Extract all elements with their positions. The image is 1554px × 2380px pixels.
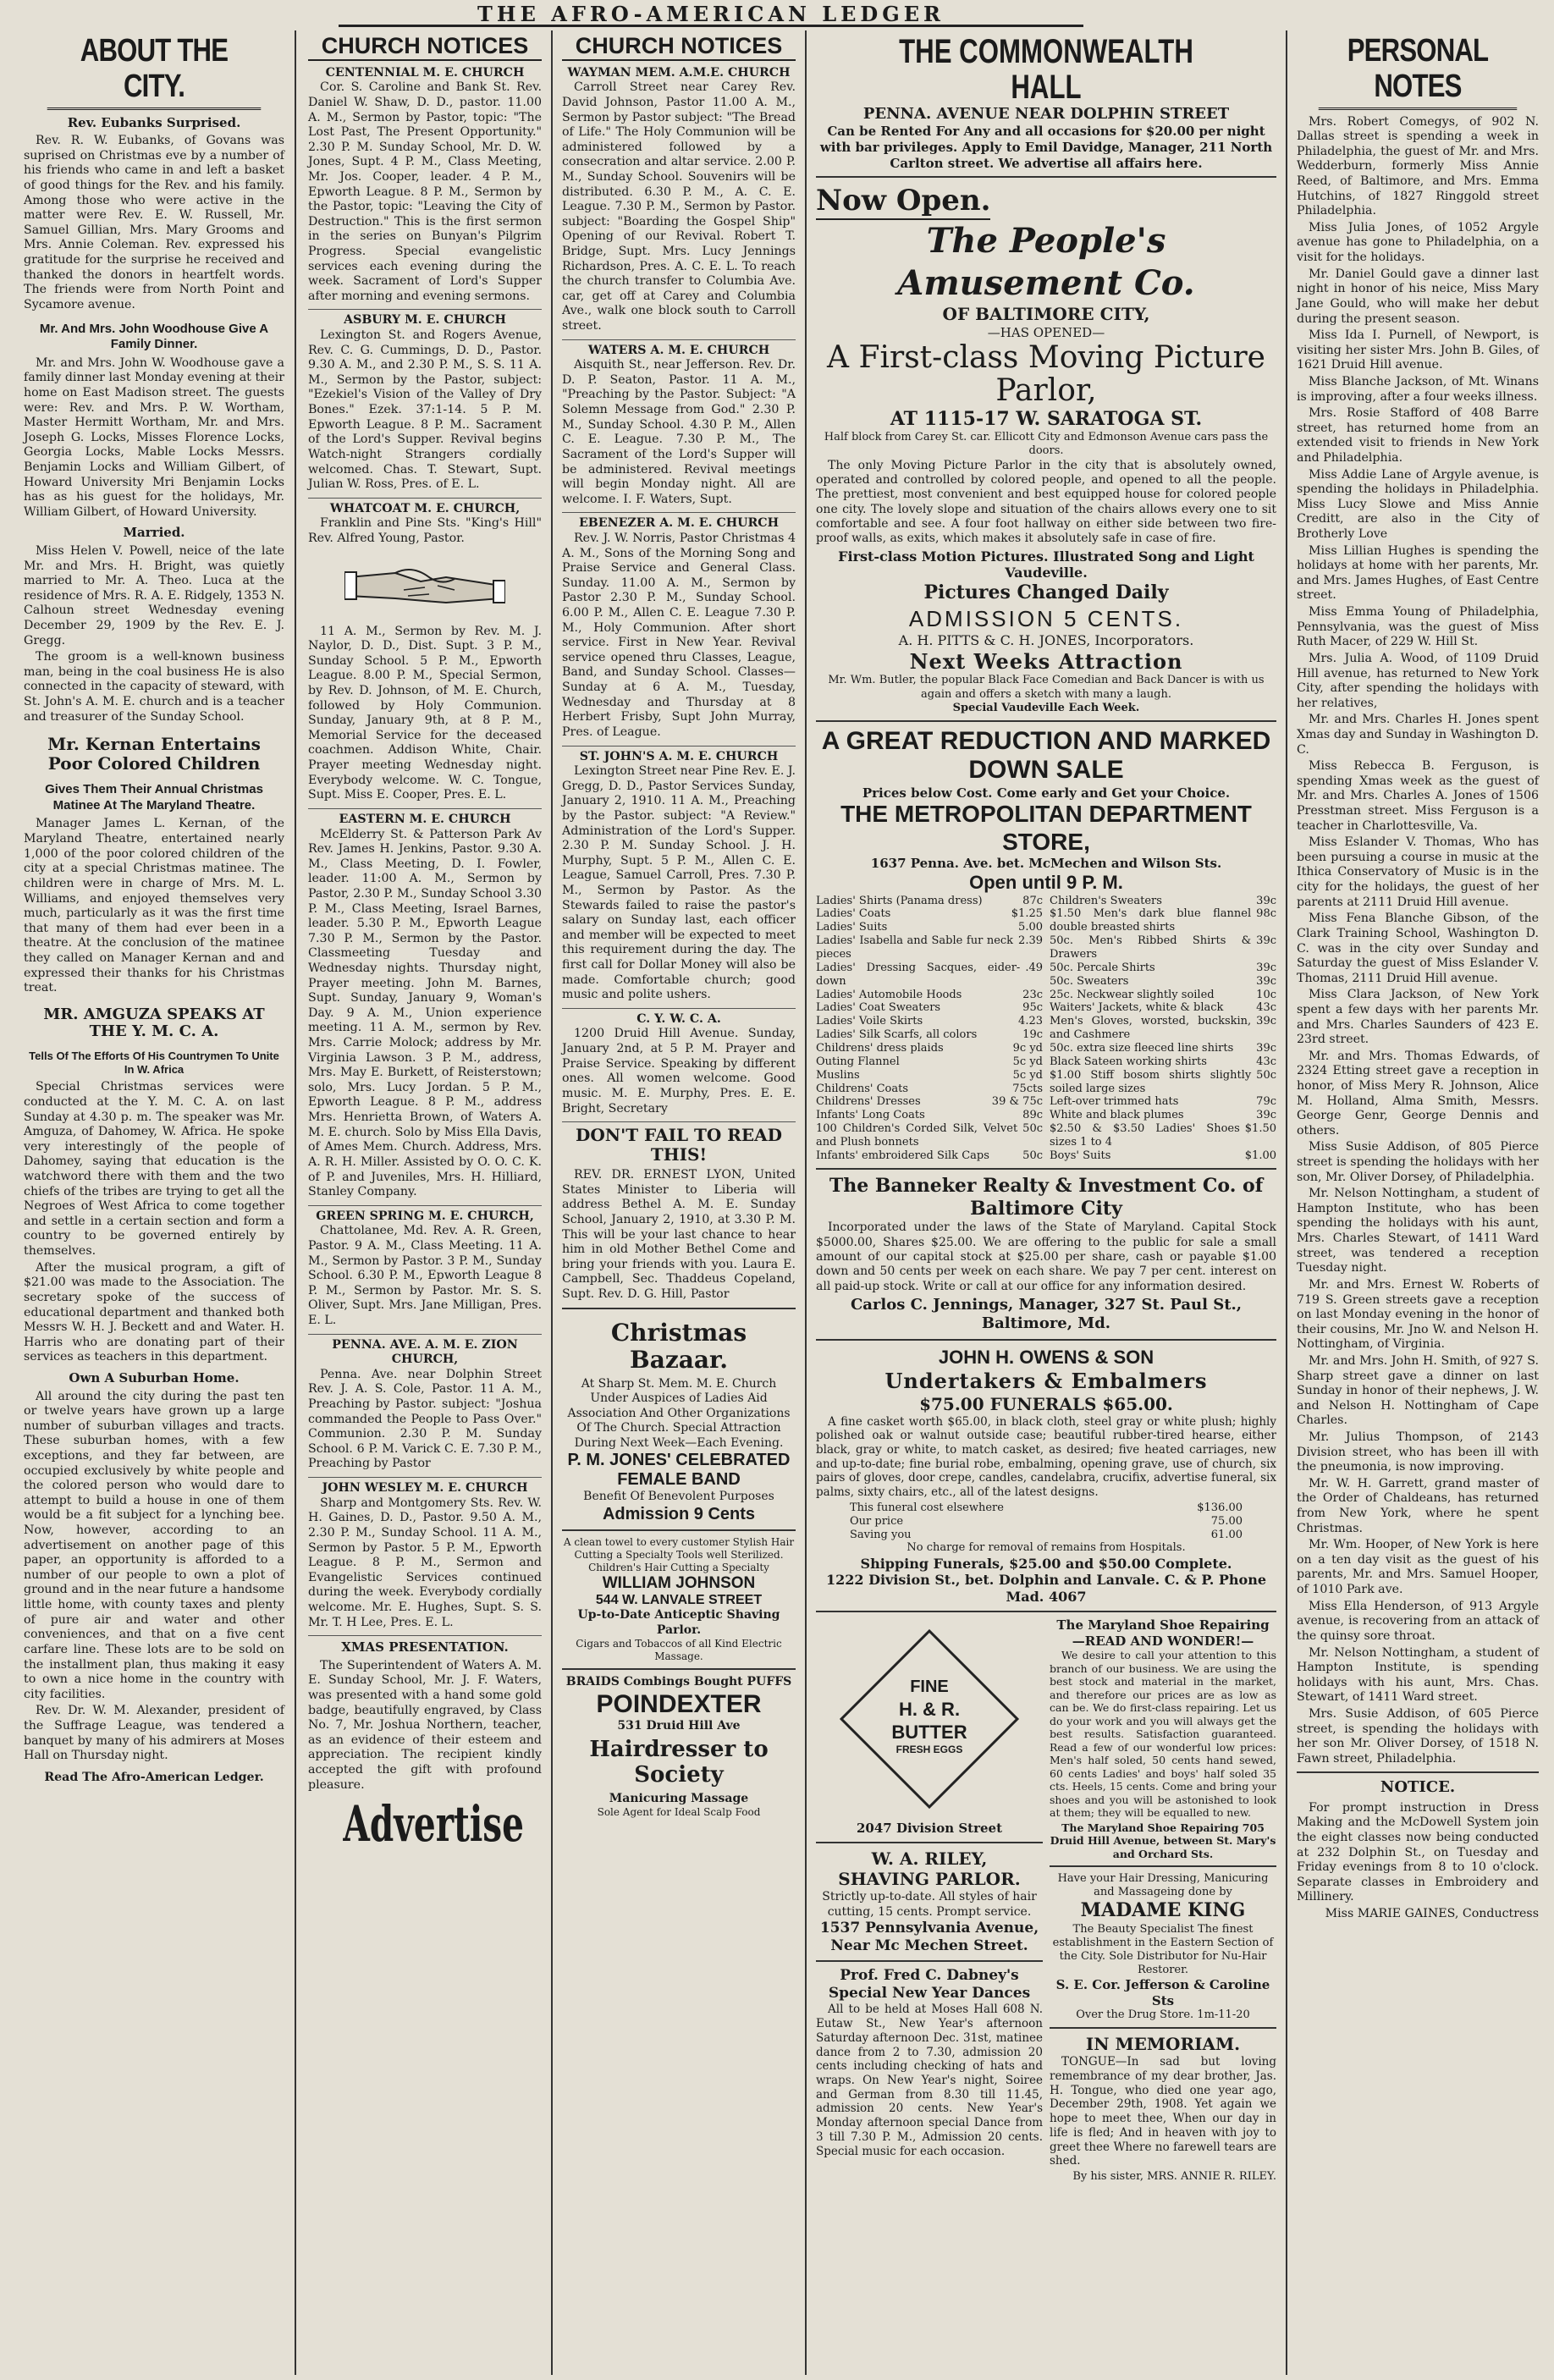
price-value: 39c	[1256, 1015, 1276, 1028]
price-row	[1050, 1149, 1276, 1163]
column-rule	[295, 30, 296, 2375]
parlor-features: First-class Motion Pictures. Illustrated Song and Light Vaudeville.	[838, 548, 1254, 581]
parlor-address: AT 1115-17 W. SARATOGA ST.	[890, 408, 1203, 431]
price-value: 39c	[1256, 974, 1276, 988]
divider	[816, 1339, 1276, 1341]
parlor-incorporators: A. H. PITTS & C. H. JONES, Incorporators.	[898, 631, 1194, 648]
memoriam-body: TONGUE—In sad but loving remembrance of my dear brother, Jas. H. Tongue, who died one year ago, December 29th, 1908. Yet again we hope to meet thee, When our day in life is fled; And in heaven with joy to greet thee Where no farewell tears are shed.	[1050, 2055, 1276, 2168]
price-item: 100 Children's Corded Silk, Velvet and Plush bonnets	[816, 1122, 1018, 1149]
price-value: 43c	[1256, 1055, 1276, 1068]
divider	[1050, 2027, 1276, 2029]
now-open-heading: Now Open.	[816, 183, 990, 220]
article-title: Mr. And Mrs. John Woodhouse Give A Family Dinner.	[39, 321, 269, 352]
price-row	[1050, 1069, 1276, 1096]
notice-body: Lexington Street near Pine Rev. E. J. Gregg, D. D., Pastor Services Sunday, January 2, 1910. 11 A. M., Preaching by the Pastor. subject: "A Review." Administration of the Lord's Supper. 2.30 P. M. Sunday School. J. H. Murphy, Supt. 5 P. M., Allen C. E. League, Samuel Carroll, Pres. 7.30 P. M., Sermon by Pastor. As the Stewards failed to raise the pastor's salary on Sunday last, each officer and member will be expected to meet this requirement during the day. The first call for Dollar Money will also be made. Comfortable church; good music and polite ushers.	[562, 764, 796, 1002]
article-title: Married.	[123, 525, 185, 541]
price-value: 10c	[1256, 988, 1276, 1001]
article-title: Mr. Kernan Entertains Poor Colored Children	[47, 734, 261, 774]
notice-heading: JOHN WESLEY M. E. CHURCH	[308, 1477, 542, 1496]
price-row	[816, 1042, 1043, 1055]
notice-heading: XMAS PRESENTATION.	[308, 1635, 542, 1656]
notice-heading: C. Y. W. C. A.	[562, 1008, 796, 1027]
price-item: Outing Flannel	[816, 1055, 900, 1068]
notice-heading: GREEN SPRING M. E. CHURCH,	[308, 1205, 542, 1225]
price-value: 23c	[1022, 988, 1043, 1001]
personal-note: Mr. W. H. Garrett, grand master of the Order of Chaldeans, has returned from New York, where he spent Christmas.	[1297, 1476, 1539, 1535]
price-item: Waiters' Jackets, white & black	[1050, 1001, 1224, 1015]
price-row	[1050, 934, 1276, 961]
hall-title: THE COMMONWEALTH HALL	[899, 33, 1193, 106]
bazaar-band: P. M. JONES' CELEBRATED FEMALE BAND	[567, 1451, 791, 1490]
price-item: Ladies' Coat Sweaters	[816, 1001, 941, 1015]
sale-prices: Prices below Cost. Come early and Get your Choice.	[862, 785, 1231, 801]
price-value: 89c	[1022, 1109, 1043, 1122]
price-value: 39c	[1256, 961, 1276, 974]
banneker-body: Incorporated under the laws of the State of Maryland. Capital Stock $5000.00, Shares $25.00. We are offering to the public for sale a small amount of our capital stock at $25.00 per share, cash or payable $1.00 down and 50 cents per week on each share. We pay 7 per cent. interest on all paid-up stock. Write or call at our office for any information desired.	[816, 1220, 1276, 1293]
article-subtitle: Gives Them Their Annual Christmas Matinee At The Maryland Theatre.	[45, 782, 263, 813]
divider	[816, 176, 1276, 178]
personal-note: Mr. Wm. Hooper, of New York is here on a ten day visit as the guest of his parents, Mr. and Mrs. Samuel Hooper, of 1010 Park ave.	[1297, 1538, 1539, 1597]
price-item: Infants' Long Coats	[816, 1109, 925, 1122]
king-footer: Over the Drug Store. 1m-11-20	[1076, 2008, 1250, 2022]
riley-title: SHAVING PARLOR.	[838, 1869, 1021, 1890]
article-body: Miss Helen V. Powell, neice of the late Mr. and Mrs. H. Bright, was quietly married to Mr. A. Theo. Luca at the residence of Mrs. R. A. E. Ridgely, 1353 N. Calhoun street Wednesday evening December 29, 1909 by the Rev. E. J. Gregg.	[24, 543, 284, 647]
footer-note: Read The Afro-American Ledger.	[44, 1770, 264, 1784]
price-row	[816, 1095, 1043, 1109]
hall-subtitle: PENNA. AVENUE NEAR DOLPHIN STREET	[862, 105, 1230, 123]
ads-grid	[816, 1617, 1276, 2184]
divider	[562, 1668, 796, 1670]
price-value: 50c	[1022, 1149, 1043, 1162]
price-row	[1050, 1055, 1276, 1069]
notice-body: Carroll Street near Carey Rev. David Johnson, Pastor 11.00 A. M., Sermon by Pastor subject: "The Bread of Life." The Holy Communion will be administered followed by a consecration and altar service. 2.00 P. M., Sunday School. Souvenirs will be distributed. 6.30 P. M., A. C. E. League. 7.30 P. M., Sermon by Pastor. subject: "Boarding the Gospel Ship" Opening of our Revival. Robert T. Bridge, Supt. Mrs. Lucy Jennings Richardson, Pres. A. C. E. L. To reach the church transfer to Columbia Ave. car, get off at Carey and Columbia Ave., walk one block south to Carroll street.	[562, 80, 796, 333]
price-value: $1.25	[1011, 907, 1043, 921]
price-item: Black Sateen working shirts	[1050, 1055, 1207, 1068]
price-row	[850, 1501, 1243, 1515]
price-row	[1050, 907, 1276, 934]
price-value: 43c	[1256, 1001, 1276, 1015]
bazaar-body: At Sharp St. Mem. M. E. Church Under Auspices of Ladies Aid Association And Other Organizations Of The Church. Special Attraction During Next Week—Each Evening.	[567, 1376, 791, 1450]
notice-body: 1200 Druid Hill Avenue. Sunday, January 2nd, at 5 P. M. Prayer and Praise Service. Speaking by different ones. All women welcome. Good music. M. E. Murphy, Pres. E. E. Bright, Secretary	[562, 1027, 796, 1116]
owens-price: $75.00 FUNERALS $65.00.	[919, 1393, 1173, 1414]
notice-heading: EBENEZER A. M. E. CHURCH	[562, 512, 796, 532]
price-value: 39c	[1256, 1109, 1276, 1122]
personal-note: Miss Clara Jackson, of New York spent a few days with her parents Mr. and Mrs. Charles Saunders of 423 E. 23rd street.	[1297, 988, 1539, 1047]
price-item: Ladies' Suits	[816, 921, 888, 934]
price-row	[816, 1109, 1043, 1122]
price-item: Ladies' Voile Skirts	[816, 1015, 923, 1028]
price-item: This funeral cost elsewhere	[850, 1501, 1004, 1514]
personal-note: Miss Ida I. Purnell, of Newport, is visiting her sister Mrs. John B. Giles, of 1621 Druid Hill avenue.	[1297, 328, 1539, 372]
price-row	[1050, 1015, 1276, 1042]
personal-note: Miss Rebecca B. Ferguson, is spending Xmas week as the guest of Mr. and Mrs. Charles A. Jones of 1506 Presstman street. Miss Ferguson is a teacher in Charlottesville, Va.	[1297, 759, 1539, 833]
personal-note: Mr. and Mrs. John H. Smith, of 927 S. Sharp street gave a dinner on last Sunday in honor of their nephews, J. W. and Nelson H. Nottingham of Cape Charles.	[1297, 1353, 1539, 1428]
price-item: 50c. Sweaters	[1050, 974, 1129, 988]
personal-notes-list	[1297, 115, 1539, 1767]
king-name: MADAME KING	[1080, 1899, 1246, 1922]
masthead: THE AFRO-AMERICAN LEDGER	[339, 2, 1083, 27]
price-row	[1050, 895, 1276, 908]
price-value: $1.00	[1244, 1149, 1276, 1162]
butter-ad	[836, 1626, 1022, 1812]
article-body: Rev. R. W. Eubanks, of Govans was suprised on Christmas eve by a number of his friends who came in and left a basket of good things for the Rev. and his family. Among those who were active in the matter were Rev. E. W. Russell, Mr. Samuel Gillian, Mrs. Mary Grooms and Mrs. Annie Coleman. Rev. expressed his gratitude for the surprise he received and thanked the donors in heartfelt words. The friends were from North Point and Sycamore avenue.	[24, 134, 284, 311]
king-address: S. E. Cor. Jefferson & Caroline Sts	[1055, 1977, 1270, 2008]
butter-line: FRESH EGGS	[895, 1744, 963, 1756]
section-heading: PERSONAL NOTES	[1319, 34, 1518, 110]
price-item: Men's Gloves, worsted, buckskin, and Cashmere	[1050, 1015, 1252, 1042]
notice-title: NOTICE.	[1380, 1778, 1456, 1797]
price-item: $1.00 Stiff bosom shirts slightly soiled large sizes	[1050, 1068, 1252, 1095]
article-body: All around the city during the past ten or twelve years have grown up a large number of suburban villages and tracts. These suburban homes, with a few exceptions, and they far between, are occupied exclusively by white people and the colored person who would dare to attempt to build a house in one of them would be a fit subject for a lynching bee. Now, however, according to an advertisement on another page of this paper, an opportunity is afforded to a number of our people to own a plot of ground and in the near future a handsome little home, with county taxes and plenty of pure air and water and other conveniences, and that on a five cent carfare line. These lots are to be sold on the installment plan, thus making it easy to own a nice home in the country with city facilities.	[24, 1389, 284, 1701]
price-row	[816, 1028, 1043, 1042]
price-row	[816, 921, 1043, 934]
price-item: Muslins	[816, 1068, 860, 1082]
personal-note: Miss Susie Addison, of 805 Pierce street is spending the holidays with her son, Mr. Oliver Dorsey, of Philadelphia.	[1297, 1140, 1539, 1184]
price-row	[1050, 1122, 1276, 1149]
dabney-title: Prof. Fred C. Dabney's Special New Year Dances	[828, 1967, 1031, 2003]
store-name: THE METROPOLITAN DEPARTMENT STORE,	[840, 801, 1252, 855]
store-hours: Open until 9 P. M.	[969, 872, 1123, 894]
hall-body: Can be Rented For Any and all occasions for $20.00 per night with bar privileges. Apply to Emil Davidge, Manager, 211 North Carlton street. We advertise all affairs here.	[819, 124, 1273, 171]
owens-subtitle: Undertakers & Embalmers	[884, 1368, 1208, 1393]
price-item: Childrens' Coats	[816, 1082, 909, 1095]
memoriam-title: IN MEMORIAM.	[1085, 2034, 1241, 2055]
price-item: Boys' Suits	[1050, 1149, 1111, 1162]
column-personal-notes	[1288, 30, 1547, 2373]
price-value: 75.00	[1210, 1514, 1243, 1528]
notice-heading: PENNA. AVE. A. M. E. ZION CHURCH,	[308, 1334, 542, 1368]
price-item: Ladies' Automobile Hoods	[816, 988, 962, 1001]
personal-note: Mr. and Mrs. Thomas Edwards, of 2324 Etting street gave a reception in honor, of Miss Mery R. Johnson, Alice M. Holland, Alma Smith, Messrs. George Genr, George Dennis and others.	[1297, 1049, 1539, 1138]
price-row	[816, 1015, 1043, 1028]
divider	[816, 1960, 1043, 1962]
shoe-title: The Maryland Shoe Repairing —READ AND WONDER!—	[1056, 1617, 1270, 1649]
parlor-admission: ADMISSION 5 CENTS.	[908, 605, 1184, 631]
salon-name: POINDEXTER	[596, 1689, 762, 1718]
price-value: 50c	[1256, 1068, 1276, 1082]
price-value: 95c	[1022, 1001, 1043, 1015]
price-list-left	[816, 895, 1043, 1163]
price-item: 50c. Men's Ribbed Shirts & Drawers	[1050, 934, 1252, 961]
notice-body: Rev. J. W. Norris, Pastor Christmas 4 A. M., Sons of the Morning Song and Praise Service and General Class. Sunday. 11.00 A. M., Sermon by Pastor 2.30 P. M., Sunday School. 6.00 P. M., Allen C. E. League 7.30 P. M., Holy Communion. After short service. First in New Year. Revival service opened thru Classes, League, Band, and Sunday School. Classes—Sunday at 6 A. M., Tuesday, Wednesday and Thursday at 8 Herbert Frisby, Supt John Murray, Pres. of League.	[562, 531, 796, 739]
personal-note: Miss Addie Lane of Argyle avenue, is spending the holidays in Philadelphia. Miss Lucy Slowe and Miss Annie Creditt, are also in the City of Brotherly Love	[1297, 467, 1539, 542]
parlor-changed: Pictures Changed Daily	[923, 581, 1169, 604]
price-item: Saving you	[850, 1528, 912, 1541]
personal-note: Mrs. Robert Comegys, of 902 N. Dallas street is spending a week in Philadelphia, the guest of Mr. and Mrs. Wedderburn, formerly Miss Annie Reed, of Baltimore, and Mrs. Emma Hutchins, of 1827 Ringgold street Philadelphia.	[1297, 114, 1539, 218]
personal-note: Mr. and Mrs. Ernest W. Roberts of 719 S. Green streets gave a reception on last Monday evening in the honor of their cousins, Mr. Jno W. and Nelson H. Nottingham, of Virginia.	[1297, 1277, 1539, 1352]
notice-heading: EASTERN M. E. CHURCH	[308, 808, 542, 828]
divider	[562, 1308, 796, 1309]
price-item: Ladies' Dressing Sacques, eider-down	[816, 961, 1021, 988]
notice-body: McElderry St. & Patterson Park Av Rev. James H. Jenkins, Pastor. 9.30 A. M., Class Meeting, D. I. Fowler, leader. 11:00 A. M., Sermon by Pastor, 2.30 P. M., Sunday School 3.30 P. M., Class Meeting, Israel Barnes, leader. 5.30 P. M., Epworth League 7.30 P. M., Sermon by the Pastor. Classmeeting Tuesday and Wednesday nights. Thursday night, Prayer meeting. John M. Barnes, Supt. Sunday, January 9, Woman's Day. 9 A. M., Union experience meeting. 11 A. M., sermon by Rev. Mrs. Carrie Molock; address by Mr. Virginia Lawson. 3 P. M., address, Mrs. May E. Burkett, of Reisterstown; solo, Mrs. Lucy Jordan. 5 P. M., Epworth League. 8 P. M., address Mrs. Henrietta Brown, of Waters A. M. E. church. Solo by Miss Ella Davis, of Ames Mem. Church. Address, Mrs. A. R. H. Miller. Assisted by O. O. C. K. of P. and Juveniles, Mrs. H. Hilliard, Stanley Company.	[308, 827, 542, 1199]
notice-heading: CENTENNIAL M. E. CHURCH	[325, 65, 525, 80]
parlor-next-week: Next Weeks Attraction	[909, 648, 1183, 674]
owens-note: No charge for removal of remains from Hospitals.	[906, 1541, 1186, 1555]
bazaar-admission: Admission 9 Cents	[602, 1504, 756, 1523]
price-value: 4.23	[1018, 1015, 1043, 1028]
price-item: Ladies' Coats	[816, 907, 891, 921]
bazaar-benefit: Benefit Of Benevolent Purposes	[583, 1490, 774, 1504]
column-church-notices-2	[554, 30, 804, 2373]
price-item: Ladies' Silk Scarfs, all colors	[816, 1028, 978, 1042]
column-church-notices-1	[300, 30, 550, 2373]
price-item: 50c. extra size fleeced line shirts	[1050, 1042, 1234, 1055]
riley-name: W. A. RILEY,	[871, 1848, 988, 1869]
personal-note: Mrs. Susie Addison, of 605 Pierce street, is spending the holidays with her son Mr. Oliver Dorsey, of 1518 N. Fawn street, Philadelphia.	[1297, 1706, 1539, 1766]
price-item: 50c. Percale Shirts	[1050, 961, 1155, 974]
article-title: Own A Suburban Home.	[69, 1369, 240, 1386]
section-heading: ABOUT THE CITY.	[47, 34, 262, 110]
divider	[816, 720, 1276, 722]
price-item: Childrens' Dresses	[816, 1095, 921, 1109]
handshake-illustration	[344, 552, 505, 620]
king-body: The Beauty Specialist The finest establishment in the Eastern Section of the City. Sole Distributor for Nu-Hair Restorer.	[1052, 1922, 1274, 1977]
divider	[816, 1611, 1276, 1612]
price-row	[1050, 975, 1276, 989]
article-body: The groom is a well-known business man, being in the coal business He is also connected in the capacity of steward, with St. John's A. M. E. church and is a teacher and treasurer of the Sunday School.	[24, 650, 284, 724]
price-item: Our price	[850, 1514, 904, 1528]
notice-body: REV. DR. ERNEST LYON, United States Minister to Liberia will address Bethel A. M. E. Sunday School, January 2, 1910, at 3.30 P. M. This will be your last chance to hear him in old Mother Bethel Come and bring your friends with you. Laura E. Campbell, Sec. Thaddeus Copeland, Supt. Rev. D. G. Hill, Pastor	[562, 1168, 796, 1301]
price-row	[816, 907, 1043, 921]
price-list	[816, 895, 1276, 1163]
price-value: 75cts	[1012, 1082, 1043, 1095]
parlor-special: Special Vaudeville Each Week.	[952, 701, 1140, 714]
divider	[562, 1529, 796, 1531]
section-heading: CHURCH NOTICES	[308, 34, 542, 61]
notice-heading: ST. JOHN'S A. M. E. CHURCH	[562, 746, 796, 765]
notice-body: The Superintendent of Waters A. M. E. Sunday School, Mr. J. F. Waters, was presented with a hand some gold badge, beautifully engraved, by Class No. 7, Mr. Joshua Northern, teacher, as an evidence of their esteem and appreciation. The recipient kindly accepted the gift with profound pleasure.	[308, 1658, 542, 1792]
article-body: Manager James L. Kernan, of the Maryland Theatre, entertained nearly 1,000 of the poor colored children of the city at a special Christmas matinee. The children were in charge of Mrs. M. L. Williams, and enjoyed themselves very much, particularly as it was the first time that many of them had ever been in a theatre. At the conclusion of the matinee they called on Manager Kernan and and expressed their thanks for his Christmas treat.	[24, 817, 284, 995]
price-value: 50c	[1022, 1122, 1043, 1136]
personal-note: Mrs. Rosie Stafford of 408 Barre street, has returned home from an extended visit to friends in New York and Philadelphia.	[1297, 406, 1539, 465]
price-item: Ladies' Isabella and Sable fur neck pieces	[816, 934, 1014, 961]
column-about-the-city	[15, 30, 293, 2373]
price-row	[816, 1083, 1043, 1096]
price-item: Left-over trimmed hats	[1050, 1095, 1179, 1109]
price-value: 39c	[1256, 934, 1276, 948]
salon-address: 531 Druid Hill Ave	[617, 1719, 741, 1733]
notice-heading: DON'T FAIL TO READ THIS!	[562, 1121, 796, 1165]
personal-note: Mrs. Julia A. Wood, of 1109 Druid Hill avenue, has returned to New York City, after spending the holidays with her relatives,	[1297, 651, 1539, 710]
advertise-banner: Advertise	[343, 1795, 524, 1854]
price-value: $136.00	[1197, 1501, 1243, 1514]
salon-intro: BRAIDS Combings Bought PUFFS	[565, 1675, 792, 1689]
notice-body: Penna. Ave. near Dolphin Street Rev. J. A. S. Cole, Pastor. 11 A. M., Preaching by Pastor. subject: "Joshua commanded the People to Pass Over." Communion. 2.30 P. M. Sunday School. 6 P. M. Varick C. E. 7.30 P. M., Preaching by Pastor	[308, 1367, 542, 1471]
personal-note: Miss Ella Henderson, of 913 Argyle avenue, is recovering from an attack of the quinsy sore throat.	[1297, 1599, 1539, 1643]
notice-body: Lexington St. and Rogers Avenue, Rev. C. G. Cummings, D. D., Pastor. 9.30 A. M., and 2.30 P. M., S. S. 11 A. M., Sermon by the Pastor, subject: "Ezekiel's Vision of the Valley of Dry Bones." Ezek. 37:1-14. 5 P. M. Epworth League. 8 P. M.. Sacrament of the Lord's Supper. Revival begins Watch-night Strangers cordially welcomed. Chas. T. Stewart, Supt. Julian W. Ross, Pres. of E. L.	[308, 328, 542, 492]
price-value: 79c	[1256, 1095, 1276, 1109]
barber-name: WILLIAM JOHNSON	[602, 1573, 756, 1592]
price-item: $2.50 & $3.50 Ladies' Shoes sizes 1 to 4	[1050, 1122, 1240, 1149]
parlor-butler: Mr. Wm. Butler, the popular Black Face Comedian and Back Dancer is with us again and offers a sketch with many a laugh.	[828, 674, 1265, 701]
notice-heading: WHATCOAT M. E. CHURCH,	[308, 498, 542, 517]
article-body: Mr. and Mrs. John W. Woodhouse gave a family dinner last Monday evening at their home on East Madison street. The guests were: Rev. and Mrs. P. W. Wortham, Master Hermitt Wortham, Mr. and Mrs. Joseph G. Locks, Misses Florence Locks, Georgia Locks, Mable Locks Messrs. Benjamin Locks and William Gilbert, of Howard University Mri Benjamin Locks has as his guest for the holidays, Mr. William Gilbert, of Howard University.	[24, 355, 284, 519]
article-body: Special Christmas services were conducted at the Y. M. C. A. on last Sunday at 4.30 p. m. The speaker was Mr. Amguza, of Dahomey, W. Africa. He spoke very interestingly of the people of Dahomey, saying that education is the watchword there with them and the two chiefs of the tribes are trying to get all the Negroes of West Africa to come together and settle in a certain section and form a country to be governed entirely by themselves.	[24, 1080, 284, 1259]
butter-line: BUTTER	[891, 1722, 967, 1744]
price-row	[816, 1001, 1043, 1015]
price-row	[1050, 961, 1276, 975]
price-value: 19c	[1022, 1028, 1043, 1042]
article-body: After the musical program, a gift of $21.00 was made to the Association. The secretary spoke of the success of educational department and thanked both Messrs W. H. J. Beckett and and Water. H. Harris who are donating part of their services as teachers in this department.	[24, 1260, 284, 1364]
price-row	[1050, 1001, 1276, 1015]
price-value: 39 & 75c	[991, 1095, 1043, 1109]
price-row	[1050, 989, 1276, 1002]
shoe-body: We desire to call your attention to this branch of our business. We are using the best stock and material in the market, and therefore our prices are as low as can be. We do first-class repairing. Let us do your work and you will always get the best results. Satisfaction guaranteed. Read a few of our wonderful low prices: Men's half soled, 50 cents hand sewed, 60 cents Ladies' and boys' half soled 35 cts. Heels, 15 cents. Come and bring your shoes and you will be astonished to look at them; they will be equalled to new.	[1050, 1649, 1276, 1820]
price-value: 9c yd	[1012, 1042, 1043, 1055]
banneker-title: The Banneker Realty & Investment Co. of Baltimore City	[829, 1174, 1264, 1220]
article-subtitle: Tells Of The Efforts Of His Countrymen To Unite In W. Africa	[29, 1050, 279, 1077]
picture-parlor-title: A First-class Moving Picture Parlor,	[827, 339, 1265, 409]
price-row	[816, 989, 1043, 1002]
owens-body: A fine casket worth $65.00, in black cloth, steel gray or white plush; highly polished oak or walnut outside case; beautiful rubber-tired hearse, either black, gray or white, to match casket, as desired; five heated carriages, new and up-to-date; fine burial robe, embalming, opening grave, use of church, six pairs of gloves, door crepe, candles, candelabra, crucifix, advertise funeral, six palms, sixty chairs, etc., all of the latest designs.	[816, 1414, 1276, 1500]
divider	[1297, 1771, 1539, 1773]
price-row	[816, 895, 1043, 908]
barber-intro: A clean towel to every customer Stylish Hair Cutting a Specialty Tools well Sterilized. Children's Hair Cutting a Specialty	[563, 1535, 795, 1573]
divider	[1050, 1865, 1276, 1867]
personal-note: Miss Emma Young of Philadelphia, Pennsylvania, was the guest of Miss Ruth Macer, of 229 W. Hill St.	[1297, 605, 1539, 649]
price-row	[816, 1149, 1043, 1163]
notice-heading: WATERS A. M. E. CHURCH	[562, 339, 796, 359]
ads-left	[816, 1617, 1043, 2184]
memoriam-signature: By his sister, MRS. ANNIE R. RILEY.	[1072, 2170, 1276, 2184]
price-item: 25c. Neckwear slightly soiled	[1050, 988, 1215, 1001]
notice-body: Cor. S. Caroline and Bank St. Rev. Daniel W. Shaw, D. D., pastor. 11.00 A. M., Sermon by Pastor, topic: "The Lost Past, The Present Opportunity." 2.30 P. M. Sunday School, Mr. D. W. Jones, Supt. 4 P. M., Class Meeting, Mr. Jos. Cooper, leader. 4 P. M., Epworth League. 8 P. M., Sermon by the Pastor, topic: "Leaving the City of Destruction." This is the first sermon in the series on Bunyan's Pilgrim Progress. Special evangelistic services each evening during the week. Sacrament of Lord's Supper after morning and evening sermons.	[308, 80, 542, 303]
personal-note: Miss Eslander V. Thomas, Who has been pursuing a course in music at the Ithica Conservatory of Music is in the city for the holidays, the guest of her parents at 2111 Druid Hill avenue.	[1297, 835, 1539, 909]
section-heading: CHURCH NOTICES	[562, 34, 796, 61]
article-title: MR. AMGUZA SPEAKS AT THE Y. M. C. A.	[43, 1005, 265, 1041]
notice-body: For prompt instruction in Dress Making and the McDowell System join the eight classes now being conducted at 232 Dolphin St., on Tuesday and Friday evenings from 8 to 10 o'clock. Separate classes in Embroidery and Millinery.	[1297, 1800, 1539, 1904]
column-rule	[551, 30, 553, 2375]
barber-tagline: Up-to-Date Anticeptic Shaving Parlor.	[577, 1608, 780, 1637]
price-value: 39c	[1256, 1042, 1276, 1055]
price-item: Ladies' Shirts (Panama dress)	[816, 894, 983, 907]
notice-signature: Miss MARIE GAINES, Conductress	[1325, 1906, 1539, 1920]
butter-line: FINE	[910, 1678, 949, 1697]
price-row	[816, 961, 1043, 989]
price-value: 87c	[1022, 894, 1043, 907]
salon-services: Manicuring Massage	[609, 1791, 749, 1805]
price-value: 39c	[1256, 894, 1276, 907]
price-row	[816, 1122, 1043, 1149]
bazaar-title: Christmas Bazaar.	[610, 1318, 747, 1374]
price-value: 5.00	[1018, 921, 1043, 934]
barber-footer: Cigars and Tobaccos of all Kind Electric Massage.	[576, 1638, 782, 1663]
riley-address: 1537 Pennsylvania Avenue, Near Mc Mechen Street.	[819, 1919, 1039, 1955]
barber-address: 544 W. LANVALE STREET	[595, 1592, 763, 1607]
price-row	[816, 934, 1043, 961]
price-row	[850, 1515, 1243, 1529]
price-item: $1.50 Men's dark blue flannel double breasted shirts	[1050, 907, 1252, 934]
has-opened: —HAS OPENED—	[987, 325, 1105, 341]
king-intro: Have your Hair Dressing, Manicuring and Massageing done by	[1057, 1872, 1269, 1899]
divider	[816, 1168, 1276, 1170]
price-value: .49	[1025, 961, 1043, 974]
owens-title: JOHN H. OWENS & SON	[938, 1346, 1154, 1368]
price-item: Children's Sweaters	[1050, 894, 1162, 907]
butter-line: H. & R.	[898, 1698, 961, 1720]
notice-body: Franklin and Pine Sts. "King's Hill" Rev. Alfred Young, Pastor.	[308, 516, 542, 545]
price-list-right	[1050, 895, 1276, 1163]
price-item: White and black plumes	[1050, 1109, 1184, 1122]
article-body: Rev. Dr. W. M. Alexander, president of the Suffrage League, was tendered a banquet by many of his admirers at Moses Hall on Thursday night.	[24, 1704, 284, 1763]
owens-cost-table	[816, 1501, 1276, 1542]
personal-note: Mr. Nelson Nottingham, a student of Hampton Institute, is spending holidays with his aunt, Mrs. Chas. Stewart, of 1411 Ward street.	[1297, 1645, 1539, 1705]
peoples-amusement-title: The People's Amusement Co.	[897, 221, 1195, 303]
price-item: Childrens' dress plaids	[816, 1042, 944, 1055]
notice-heading: ASBURY M. E. CHURCH	[308, 309, 542, 328]
notice-body: 11 A. M., Sermon by Rev. M. J. Naylor, D. D., Dist. Supt. 3 P. M., Sunday School. 5 P. M., Epworth League. 8.00 P. M., Special Sermon, by Rev. D. Johnson, of M. E. Church, followed by Holy Communion. Sunday, January 9th, at 8 P. M., Memorial Service for the deceased coachmen. Addison White, Chair. Prayer meeting Wednesday night. Everybody welcome. W. C. Tongue, Supt. Miss E. Cooper, Pres. E. L.	[308, 624, 542, 802]
personal-note: Mr. Julius Thompson, of 2143 Division street, who has been ill with the pneumonia, is now improving.	[1297, 1430, 1539, 1474]
price-row	[816, 1069, 1043, 1083]
salon-footer: Sole Agent for Ideal Scalp Food	[597, 1806, 761, 1818]
price-value: 98c	[1256, 907, 1276, 921]
sale-title: A GREAT REDUCTION AND MARKED DOWN SALE	[821, 726, 1271, 785]
price-item: Infants' embroidered Silk Caps	[816, 1149, 989, 1162]
column-rule	[1286, 30, 1287, 2375]
dabney-body: All to be held at Moses Hall 608 N. Eutaw St., New Year's afternoon Saturday afternoon Dec. 31st, matinee dance from 2 to 7.30, admission 20 cents including checking of hats and wraps. On New Year's night, Soiree and German from 8.30 till 11.45, admission 20 cents. New Year's Monday afternoon special Dance from 3 till 7.30 P. M., Admission 20 cents. Special music for each occasion.	[816, 2003, 1043, 2158]
butter-address: 2047 Division Street	[856, 1821, 1003, 1837]
personal-note: Miss Fena Blanche Gibson, of the Clark Training School, Washington D. C. was in the city over Sunday and Saturday the guest of Miss Eslander V. Thomas, 2111 Druid Hill avenue.	[1297, 912, 1539, 985]
shoe-footer: The Maryland Shoe Repairing 705 Druid Hill Avenue, between St. Mary's and Orchard Sts.	[1050, 1821, 1276, 1860]
salon-tagline: Hairdresser to Society	[589, 1736, 769, 1788]
banneker-footer: Carlos C. Jennings, Manager, 327 St. Paul St., Baltimore, Md.	[850, 1296, 1243, 1333]
price-value: 5c yd	[1012, 1068, 1043, 1082]
parlor-directions: Half block from Carey St. car. Ellicott City and Edmonson Avenue cars pass the doors.	[824, 431, 1269, 458]
divider	[816, 1842, 1043, 1843]
price-row	[1050, 1042, 1276, 1055]
owens-address: 1222 Division St., bet. Dolphin and Lanvale. C. & P. Phone Mad. 4067	[825, 1572, 1267, 1606]
price-row	[1050, 1109, 1276, 1122]
price-row	[1050, 1095, 1276, 1109]
personal-note: Mr. Daniel Gould gave a dinner last night in honor of his neice, Miss Mary Jane Gould, who will make her debut during the present season.	[1297, 267, 1539, 326]
personal-note: Mr. Nelson Nottingham, a student of Hampton Institute, who has been spending the holidays with his aunt, Mrs. Charles Stewart, of 1411 Ward street, was tendered a reception Tuesday night.	[1297, 1187, 1539, 1275]
article-title: Rev. Eubanks Surprised.	[67, 114, 241, 130]
baltimore-line: OF BALTIMORE CITY,	[942, 304, 1150, 325]
column-advertisements	[807, 30, 1285, 2373]
price-value: 2.39	[1018, 934, 1043, 948]
notice-body: Sharp and Montgomery Sts. Rev. W. H. Gaines, D. D., Pastor. 9.50 A. M., 2.30 P. M., Sunday School. 11 A. M., Sermon by Pastor. 5 P. M., Epworth League. 8 P. M., Sermon and Evangelistic Services continued during the week. Everybody cordially welcome. Mr. E. Hughes, Supt. S. S. Mr. T. H Lee, Pres. E. L.	[308, 1496, 542, 1629]
personal-note: Mr. and Mrs. Charles H. Jones spent Xmas day and Sunday in Washington D. C.	[1297, 713, 1539, 757]
personal-note: Miss Lillian Hughes is spending the holidays at home with her parents, Mr. and Mrs. James Hughes, of East Centre street.	[1297, 543, 1539, 603]
price-value: $1.50	[1244, 1122, 1276, 1136]
notice-body: Aisquith St., near Jefferson. Rev. Dr. D. P. Seaton, Pastor. 11 A. M., "Preaching by the Pastor. Subject: "A Solemn Message from God." 2.30 P. M., Sunday School. 4.30 P. M., Allen C. E. League. 7.30 P. M., The Sacrament of the Lord's Supper will be administered. Revival meetings will begin Monday night. All are welcome. I. F. Waters, Supt.	[562, 358, 796, 506]
personal-note: Miss Blanche Jackson, of Mt. Winans is improving, after a four weeks illness.	[1297, 374, 1539, 404]
price-value: 61.00	[1210, 1528, 1243, 1541]
store-address: 1637 Penna. Ave. bet. McMechen and Wilson Sts.	[870, 855, 1222, 871]
notice-heading: WAYMAN MEM. A.M.E. CHURCH	[567, 65, 791, 80]
column-rule	[805, 30, 807, 2375]
riley-body: Strictly up-to-date. All styles of hair cutting, 15 cents. Prompt service.	[822, 1890, 1037, 1919]
parlor-body: The only Moving Picture Parlor in the city that is absolutely owned, operated and controlled by colored people, and opened to all the people. The prettiest, most convenient and best equipped house for colored people one city. The lovely slope and situation of the chairs allows every one to sit comfortable and see. A four foot hallway on either side between two fire-proof walls, as exits, which makes it absolutely safe in case of fire.	[816, 458, 1276, 546]
price-row	[850, 1529, 1243, 1542]
notice-body: Chattolanee, Md. Rev. A. R. Green, Pastor. 9 A. M., Class Meeting. 11 A. M., Sermon by Pastor. 3 P. M., Sunday School. 6.30 P. M., Epworth League 8 P. M., Sermon by Pastor. Mr. S. S. Oliver, Supt. Mrs. Jane Milligan, Pres. E. L.	[308, 1224, 542, 1327]
price-row	[816, 1055, 1043, 1069]
personal-note: Miss Julia Jones, of 1052 Argyle avenue has gone to Philadelphia, on a visit for the holidays.	[1297, 220, 1539, 265]
price-value: 5c yd	[1012, 1055, 1043, 1068]
ads-right	[1050, 1617, 1276, 2184]
owens-shipping: Shipping Funerals, $25.00 and $50.00 Complete.	[860, 1555, 1232, 1572]
